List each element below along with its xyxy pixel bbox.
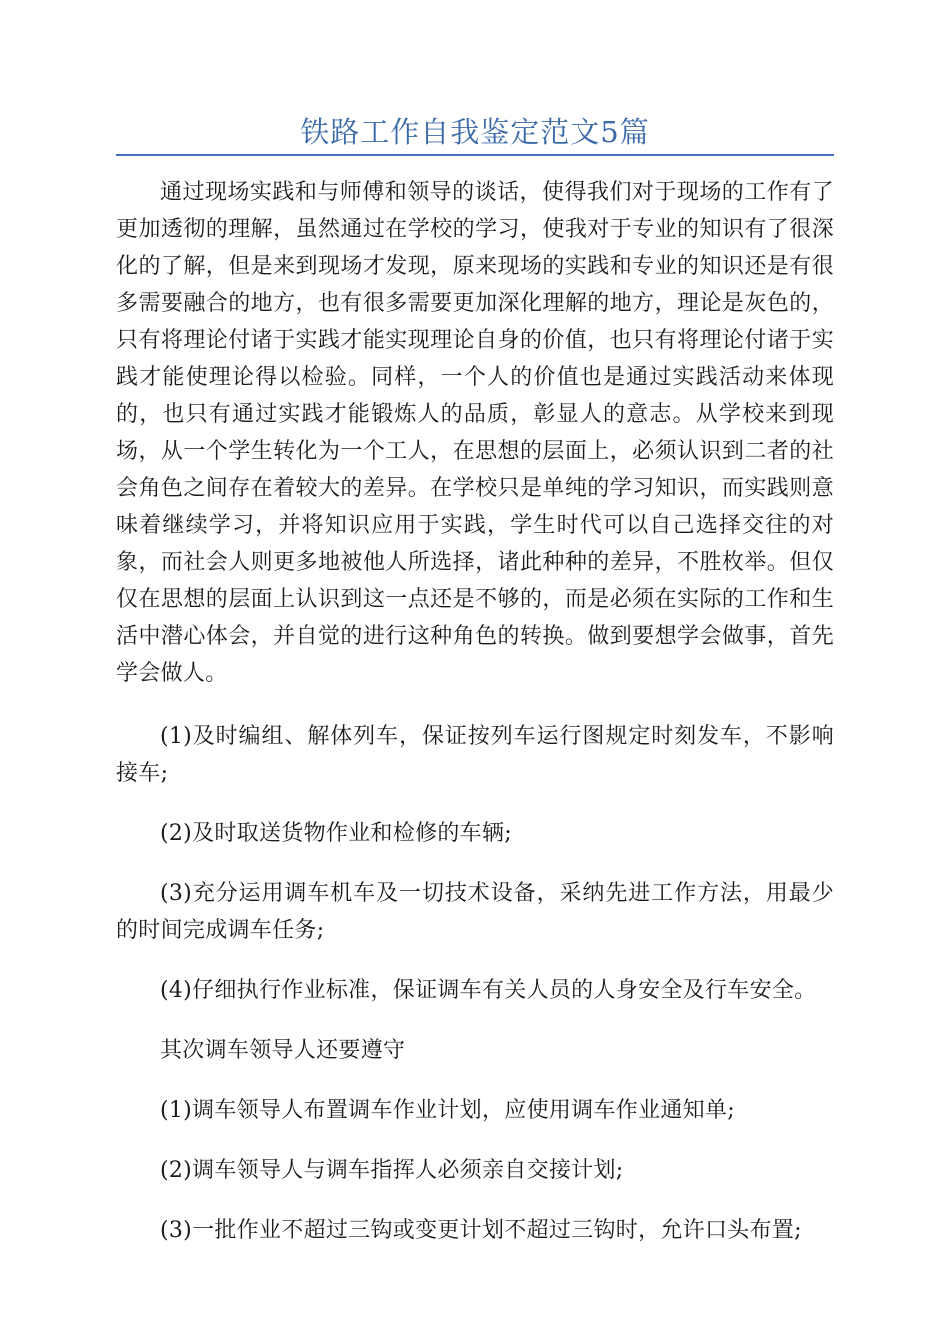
- title-underline: [116, 154, 834, 156]
- paragraph-rule-1: (1)调车领导人布置调车作业计划，应使用调车作业通知单;: [160, 1098, 735, 1123]
- paragraph-item-3: (3)充分运用调车机车及一切技术设备，采纳先进工作方法，用最少的时间完成调车任务;: [116, 881, 834, 943]
- paragraph-subheading: 其次调车领导人还要遵守: [160, 1038, 406, 1063]
- paragraph-item-1: (1)及时编组、解体列车，保证按列车运行图规定时刻发车，不影响接车;: [116, 724, 834, 786]
- paragraph-intro: 通过现场实践和与师傅和领导的谈话，使得我们对于现场的工作有了更加透彻的理解，虽然通过在学校的学习，使我对于专业的知识有了很深化的了解，但是来到现场才发现，原来现场的实践和专业的知识还是有很多需要融合的地方，也有很多需要更加深化理解的地方，理论是灰色的，只有将理论付诸于实践才能实现理论自身的价值，也只有将理论付诸于实践才能使理论得以检验。同样，一个人的价值也是通过实践活动来体现的，也只有通过实践才能锻炼人的品质，彰显人的意志。从学校来到现场，从一个学生转化为一个工人，在思想的层面上，必须认识到二者的社会角色之间存在着较大的差异。在学校只是单纯的学习知识，而实践则意味着继续学习，并将知识应用于实践，学生时代可以自己选择交往的对象，而社会人则更多地被他人所选择，诸此种种的差异，不胜枚举。但仅仅在思想的层面上认识到这一点还是不够的，而是必须在实际的工作和生活中潜心体会，并自觉的进行这种角色的转换。做到要想学会做事，首先学会做人。: [116, 180, 834, 686]
- paragraph-item-4: (4)仔细执行作业标准，保证调车有关人员的人身安全及行车安全。: [160, 978, 817, 1003]
- paragraph-rule-3: (3)一批作业不超过三钩或变更计划不超过三钩时，允许口头布置;: [160, 1218, 802, 1243]
- paragraph-item-2: (2)及时取送货物作业和检修的车辆;: [160, 821, 512, 846]
- document-title: 铁路工作自我鉴定范文5篇: [300, 115, 650, 149]
- paragraph-rule-2: (2)调车领导人与调车指挥人必须亲自交接计划;: [160, 1158, 624, 1183]
- document-body: [116, 174, 834, 1272]
